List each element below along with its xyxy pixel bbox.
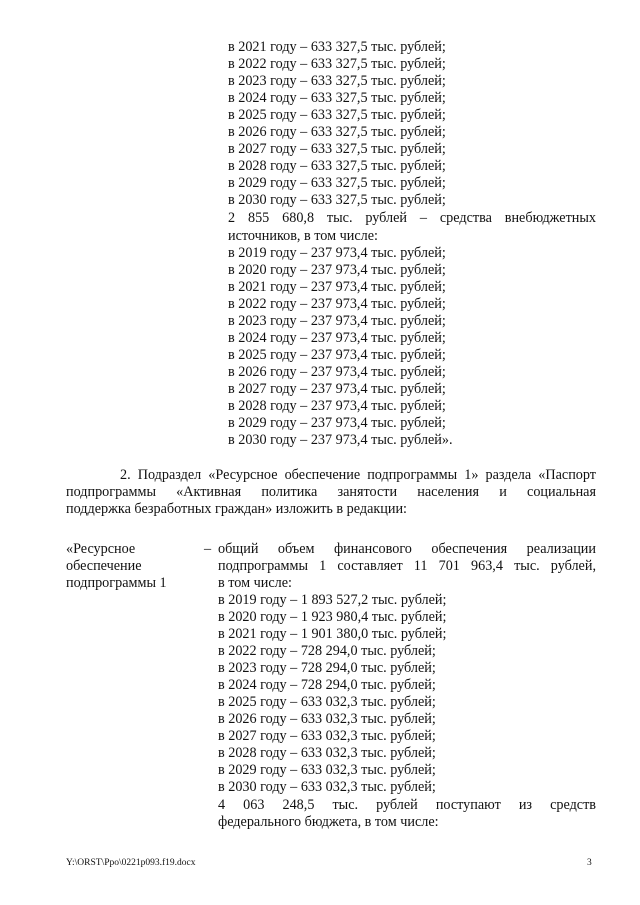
extrabudgetary-line: в 2023 году – 237 973,4 тыс. рублей; [228, 313, 446, 329]
section-dash: – [204, 541, 212, 557]
extrabudgetary-line: в 2022 году – 237 973,4 тыс. рублей; [228, 296, 446, 312]
paragraph-line: поддержка безработных граждан» изложить в редакции: [66, 501, 407, 517]
extrabudgetary-line: в 2029 году – 237 973,4 тыс. рублей; [228, 415, 446, 431]
section-year-line: в 2023 году – 728 294,0 тыс. рублей; [218, 660, 436, 676]
section-intro: подпрограммы 1 составляет 11 701 963,4 тыс. рублей, [218, 558, 596, 574]
extrabudgetary-line: в 2026 году – 237 973,4 тыс. рублей; [228, 364, 446, 380]
section-label: обеспечение [66, 558, 142, 574]
extrabudgetary-line: в 2025 году – 237 973,4 тыс. рублей; [228, 347, 446, 363]
extrabudgetary-line: в 2030 году – 237 973,4 тыс. рублей». [228, 432, 453, 448]
section-year-line: в 2027 году – 633 032,3 тыс. рублей; [218, 728, 436, 744]
federal-total-cont: федерального бюджета, в том числе: [218, 814, 439, 830]
funding-line: в 2027 году – 633 327,5 тыс. рублей; [228, 141, 446, 157]
section-label: подпрограммы 1 [66, 575, 167, 591]
section-intro: общий объем финансового обеспечения реализации [218, 541, 596, 557]
section-year-line: в 2028 году – 633 032,3 тыс. рублей; [218, 745, 436, 761]
funding-line: в 2024 году – 633 327,5 тыс. рублей; [228, 90, 446, 106]
section-label: «Ресурсное [66, 541, 136, 557]
section-year-line: в 2025 году – 633 032,3 тыс. рублей; [218, 694, 436, 710]
section-year-line: в 2020 году – 1 923 980,4 тыс. рублей; [218, 609, 447, 625]
footer-file-path: Y:\ORST\Ppo\0221p093.f19.docx [66, 858, 196, 868]
extrabudgetary-line: в 2021 году – 237 973,4 тыс. рублей; [228, 279, 446, 295]
paragraph-line: 2. Подраздел «Ресурсное обеспечение подпрограммы 1» раздела «Паспорт [120, 467, 596, 483]
extrabudgetary-line: в 2019 году – 237 973,4 тыс. рублей; [228, 245, 446, 261]
extrabudgetary-total: 2 855 680,8 тыс. рублей – средства внебюджетных [228, 210, 596, 226]
funding-line: в 2028 году – 633 327,5 тыс. рублей; [228, 158, 446, 174]
section-year-line: в 2024 году – 728 294,0 тыс. рублей; [218, 677, 436, 693]
extrabudgetary-line: в 2020 году – 237 973,4 тыс. рублей; [228, 262, 446, 278]
paragraph-line: подпрограммы «Активная политика занятости населения и социальная [66, 484, 596, 500]
funding-line: в 2029 году – 633 327,5 тыс. рублей; [228, 175, 446, 191]
funding-line: в 2021 году – 633 327,5 тыс. рублей; [228, 39, 446, 55]
section-intro: в том числе: [218, 575, 292, 591]
page-number: 3 [587, 858, 592, 868]
funding-line: в 2026 году – 633 327,5 тыс. рублей; [228, 124, 446, 140]
federal-total: 4 063 248,5 тыс. рублей поступают из средств [218, 797, 596, 813]
section-year-line: в 2019 году – 1 893 527,2 тыс. рублей; [218, 592, 447, 608]
section-year-line: в 2030 году – 633 032,3 тыс. рублей; [218, 779, 436, 795]
section-year-line: в 2022 году – 728 294,0 тыс. рублей; [218, 643, 436, 659]
funding-line: в 2030 году – 633 327,5 тыс. рублей; [228, 192, 446, 208]
extrabudgetary-line: в 2027 году – 237 973,4 тыс. рублей; [228, 381, 446, 397]
funding-line: в 2023 году – 633 327,5 тыс. рублей; [228, 73, 446, 89]
section-year-line: в 2021 году – 1 901 380,0 тыс. рублей; [218, 626, 447, 642]
funding-line: в 2022 году – 633 327,5 тыс. рублей; [228, 56, 446, 72]
funding-line: в 2025 году – 633 327,5 тыс. рублей; [228, 107, 446, 123]
section-year-line: в 2026 году – 633 032,3 тыс. рублей; [218, 711, 436, 727]
section-year-line: в 2029 году – 633 032,3 тыс. рублей; [218, 762, 436, 778]
extrabudgetary-total-cont: источников, в том числе: [228, 228, 378, 244]
extrabudgetary-line: в 2024 году – 237 973,4 тыс. рублей; [228, 330, 446, 346]
extrabudgetary-line: в 2028 году – 237 973,4 тыс. рублей; [228, 398, 446, 414]
